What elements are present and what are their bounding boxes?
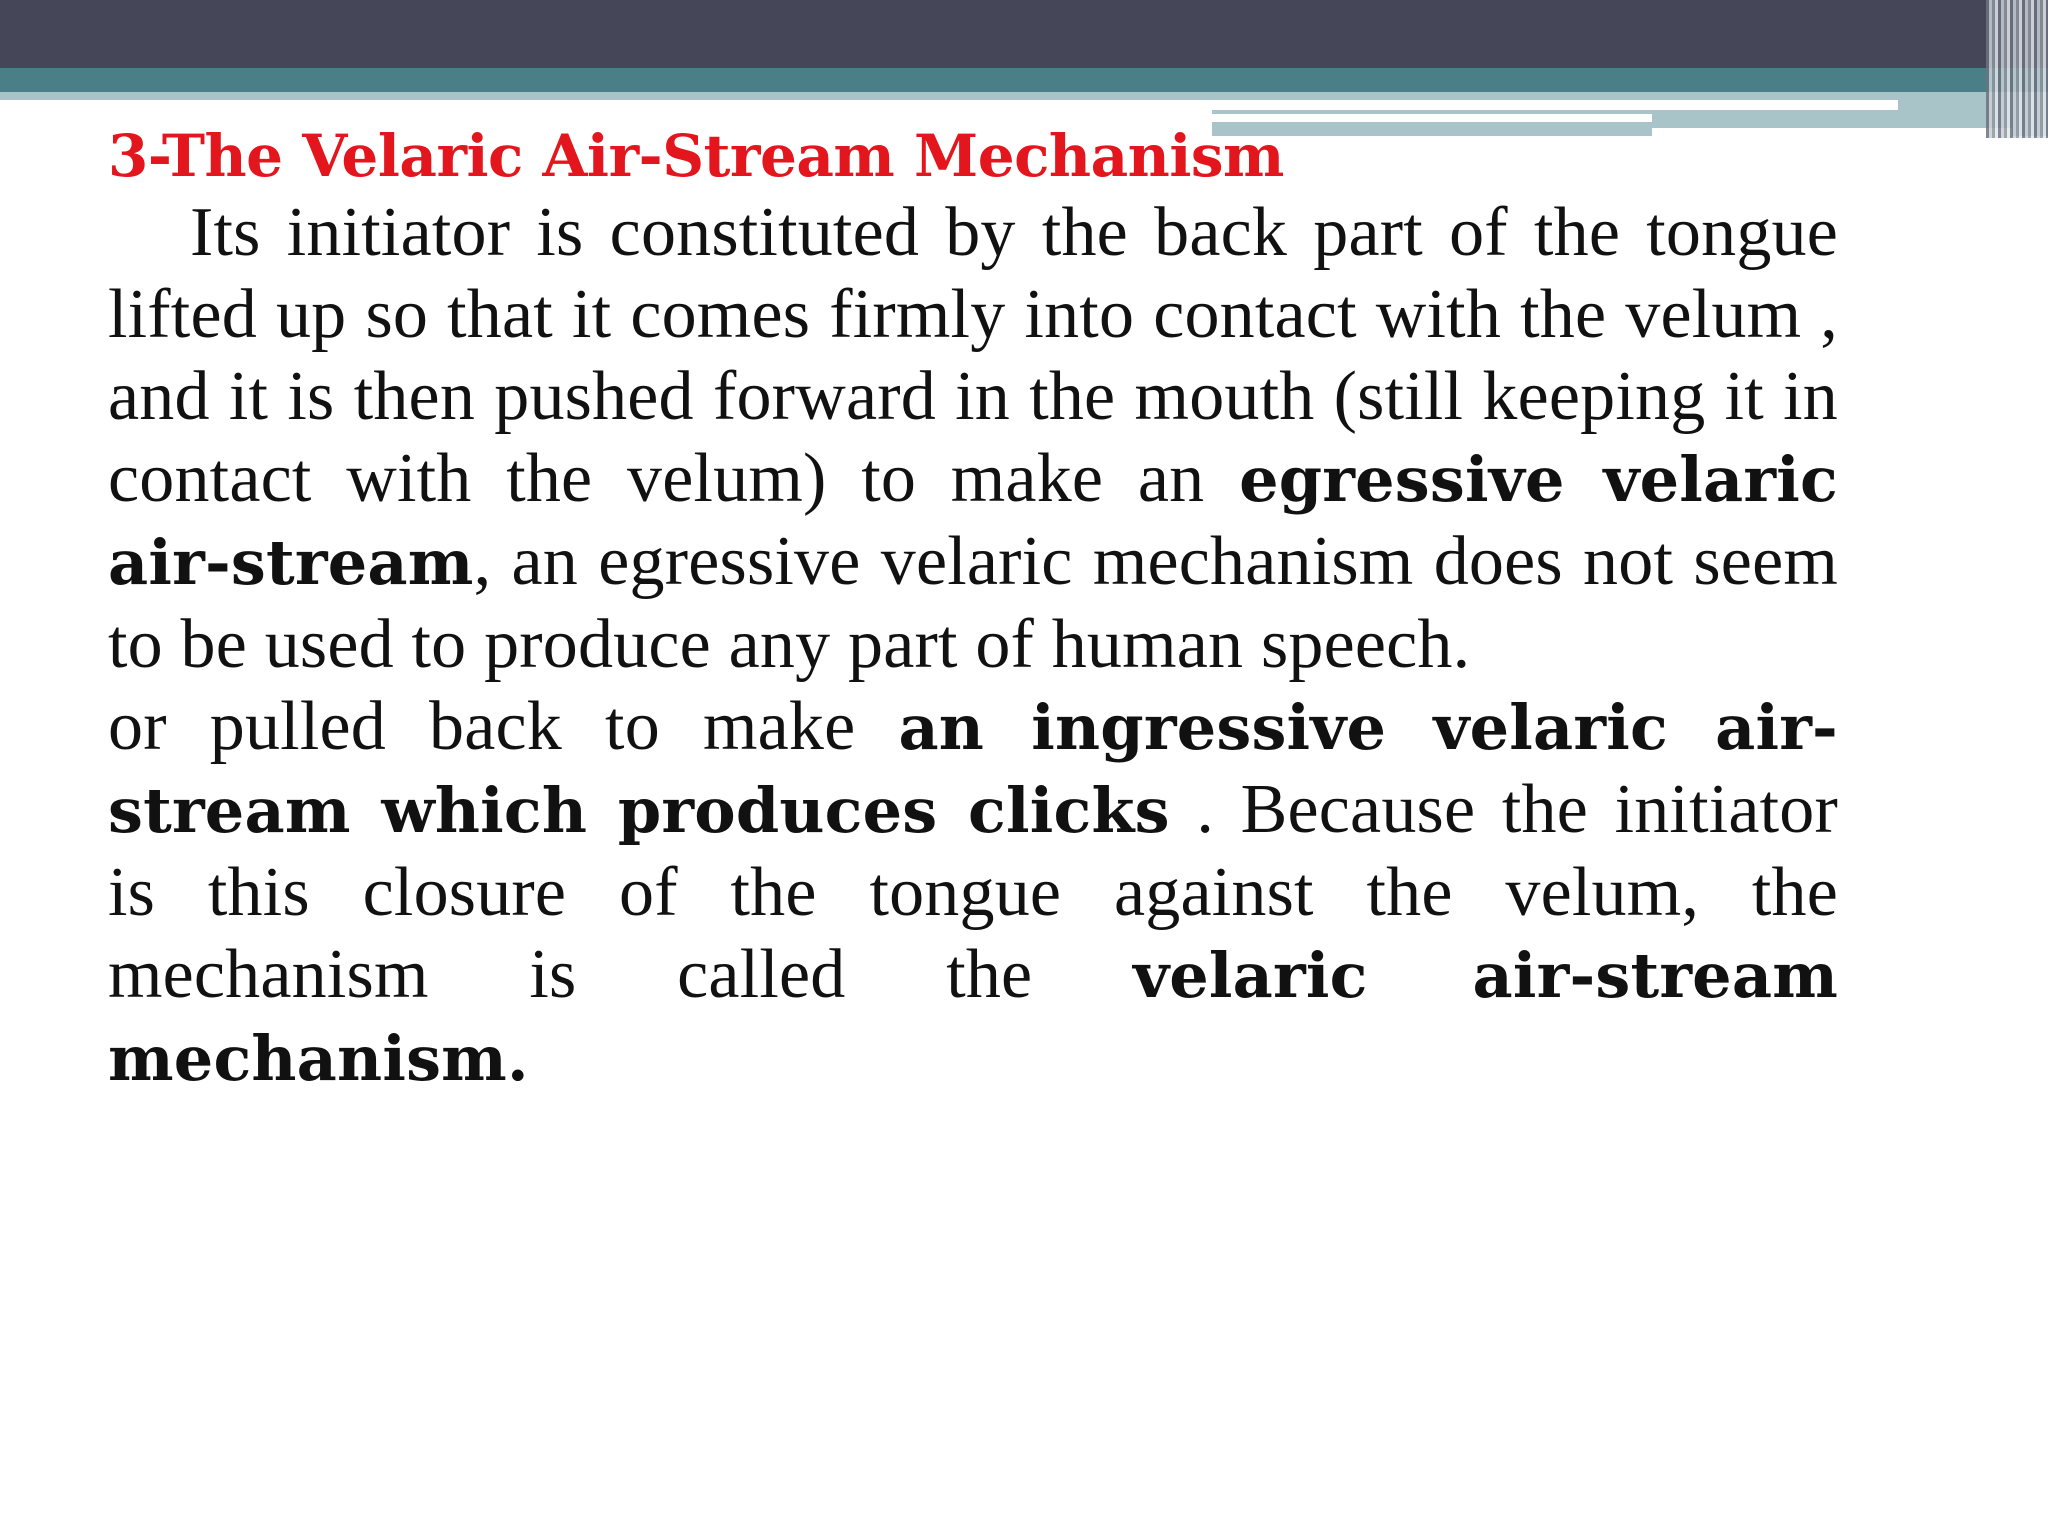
bold-term: an ingressive velaric air-stream which produces clicks [108,691,1838,847]
paragraph-text: , an egressive velaric mechanism does not seem to be used to produce any part of human speech. [108,523,1838,683]
slide-content [108,120,1838,1100]
paragraph-text: . Because the initiator is this closure of the tongue against the velum, the mechanism is called the [108,771,1838,1013]
header-band-teal [0,68,2048,92]
bold-term: egressive velaric air-stream [108,443,1838,599]
paragraph-text: Its initiator is constituted by the back part of the tongue lifted up so that it comes firmly into contact with the velum , and it is then pushed forward in the mouth (still keeping it in contact with the velum) to make an [108,194,1838,517]
header-band-gap [1212,100,1898,110]
header-band-light [0,92,1212,100]
bold-term: velaric air-stream mechanism. [108,939,1839,1095]
paragraph-text: or pulled back to make [108,688,899,765]
header-band-dark [0,0,2048,68]
header-edge-stripes [1986,0,2048,138]
paragraph-ingressive [108,686,1838,1100]
slide-title: 3-The Velaric Air-Stream Mechanism [108,122,1284,190]
paragraph-egressive [108,192,1838,686]
